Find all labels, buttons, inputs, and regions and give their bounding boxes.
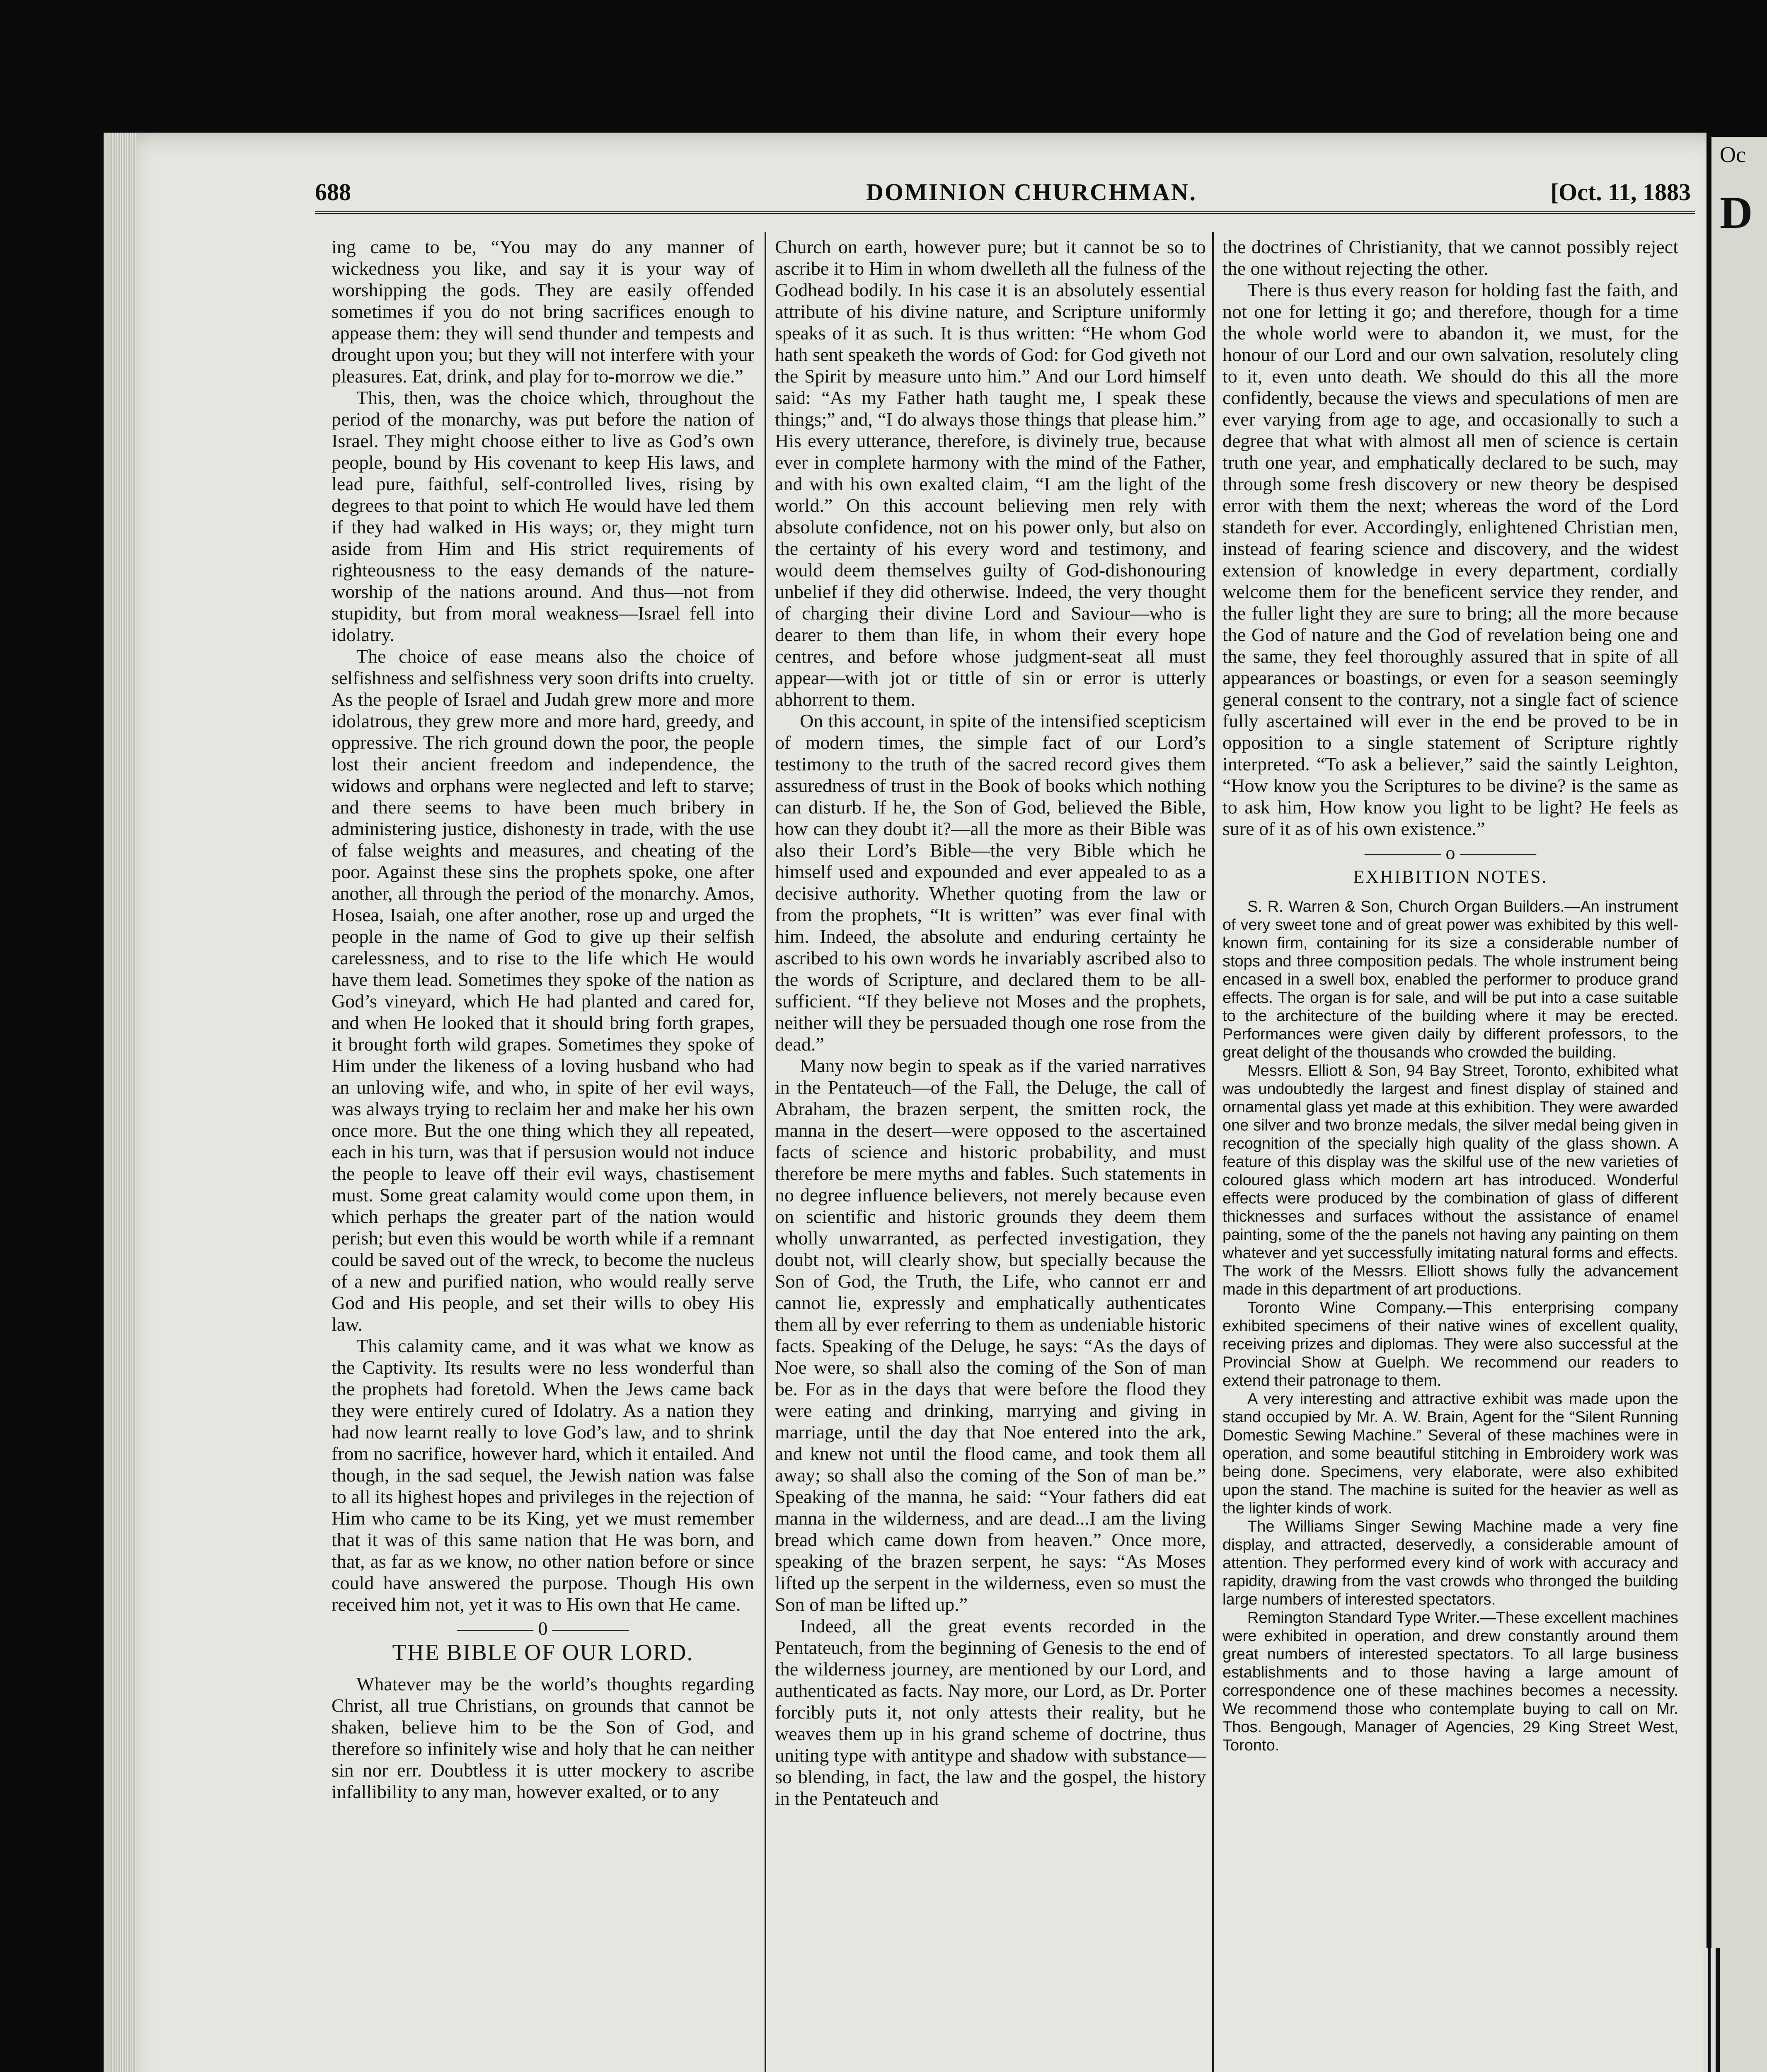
paragraph: Indeed, all the great events recorded in the Pentateuch, from the beginning of Genesis to the end of the wilderness journey, are mentioned by our Lord, and authenticated as facts. Nay more, our Lord, as Dr. Porter forcibly puts it, not only attests their reality, but he weaves them up in his grand scheme of doctrine, thus uniting type with antitype and shadow with substance—so blending, in fact, the law and the gospel, the history in the Pentateuch and bbox=[775, 1615, 1206, 1809]
publication-title: DOMINION CHURCHMAN. bbox=[866, 179, 1197, 206]
paragraph: Many now begin to speak as if the varied narratives in the Pentateuch—of the Fall, the Deluge, the call of Abraham, the brazen serpent, the smitten rock, the manna in the desert—were opposed to the ascertained facts of science and historic probability, and must therefore be mere myths and fables. Such statements in no degree influence believers, not merely because even on scientific and historic grounds they deem them wholly unwarranted, as perfected investigation, they doubt not, will clearly show, but specially because the Son of God, the Truth, the Life, who cannot err and cannot lie, expressly and emphatically authenticates them all by ever referring to them as undeniable historic facts. Speaking of the Deluge, he says: “As the days of Noe were, so shall also the coming of the Son of man be. For as in the days that were before the flood they were eating and drinking, marrying and giving in marriage, until the day that Noe entered into the ark, and knew not until the flood came, and took them all away; so shall also the coming of the Son of man be.” Speaking of the manna, he said: “Your fathers did eat manna in the wilderness, and are dead...I am the living bread which came down from heaven.” Once more, speaking of the brazen serpent, he says: “As Moses lifted up the serpent in the wilderness, even so must the Son of man be lifted up.” bbox=[775, 1055, 1206, 1615]
page-stack-edge bbox=[111, 133, 136, 2072]
section-heading: EXHIBITION NOTES. bbox=[1353, 867, 1548, 887]
column-2 bbox=[775, 236, 1206, 2072]
note-item: Toronto Wine Company.—This enterprising company exhibited specimens of their native wines of excellent quality, receiving prizes and diplomas. They were also successful at the Provincial Show at Guelph. We recommend our readers to extend their patronage to them. bbox=[1222, 1299, 1678, 1389]
column-rule bbox=[1212, 232, 1214, 2072]
page-header bbox=[315, 174, 1695, 214]
paragraph: The choice of ease means also the choice of selfishness and selfishness very soon drifts into cruelty. As the people of Israel and Judah grew more and more idolatrous, they grew more and more hard, greedy, and oppressive. The rich ground down the poor, the people lost their ancient freedom and independence, the widows and orphans were neglected and left to starve; and there seems to have been much bribery in administering justice, dishonesty in trade, with the use of false weights and measures, and cheating of the poor. Against these sins the prophets spoke, one after another, all through the period of the monarchy. Amos, Hosea, Isaiah, one after another, rose up and urged the people in the name of God to give up their selfish carelessness, and to rise to the life which He would have them lead. Sometimes they spoke of the nation as God’s vineyard, which He had planted and cared for, and when He looked that it should bring forth grapes, it brought forth wild grapes. Sometimes they spoke of Him under the likeness of a loving husband who had an unloving wife, and who, in spite of her evil ways, was always trying to reclaim her and make her his own once more. But the one thing which they all repeated, each in his turn, was that if persusion would not induce the people to leave off their evil ways, chastisement must. Some great calamity would come upon them, in which perhaps the greater part of the nation would perish; but even this would be worth while if a remnant could be saved out of the wreck, to become the nucleus of a new and purified nation, who would really serve God and His people, and set their wills to obey His law. bbox=[332, 646, 754, 1335]
note-item: Remington Standard Type Writer.—These excellent machines were exhibited in operation, and drew constantly around them great numbers of interested spectators. To all large business establishments and to those having a large amount of correspondence one of these machines becomes a necessity. We recommend those who contemplate buying to call on Mr. Thos. Bengough, Manager of Agencies, 29 King Street West, Toronto. bbox=[1222, 1609, 1678, 1754]
next-page-header-fragment: Oc bbox=[1720, 142, 1746, 167]
paragraph: Church on earth, however pure; but it cannot be so to ascribe it to Him in whom dwelleth all the fulness of the Godhead bodily. In his case it is an absolutely essential attribute of his divine nature, and Scripture uniformly speaks of it as such. It is thus written: “He whom God hath sent speaketh the words of God: for God giveth not the Spirit by measure unto him.” And our Lord himself said: “As my Father hath taught me, I speak these things;” and, “I do always those things that please him.” His every utterance, therefore, is divinely true, because ever in complete harmony with the mind of the Father, and with his own exalted claim, “I am the light of the world.” On this account believing men rely with absolute confidence, not on his power only, but also on the certainty of his every word and testimony, and would deem themselves guilty of God-dishonouring unbelief if they did otherwise. Indeed, the very thought of charging their divine Lord and Saviour—who is dearer to them than life, in whom their every hope centres, and before whose judgment-seat all must appear—with jot or tittle of sin or error is utterly abhorrent to them. bbox=[775, 236, 1206, 710]
paragraph: ing came to be, “You may do any manner of wickedness you like, and say it is your way of worshipping the gods. They are easily offended sometimes if you do not bring sacrifices enough to appease them: they will send thunder and tempests and drought upon you; but they will not interfere with your pleasures. Eat, drink, and play for to-morrow we die.” bbox=[332, 236, 754, 387]
column-3 bbox=[1222, 236, 1678, 2072]
note-item: The Williams Singer Sewing Machine made a very fine display, and attracted, deservedly, a considerable amount of attention. They performed every kind of work with accuracy and rapidity, drawing from the vast crowds who thronged the building large numbers of interested spectators. bbox=[1222, 1518, 1678, 1608]
next-page-initial: D bbox=[1720, 187, 1753, 238]
paragraph: Whatever may be the world’s thoughts regarding Christ, all true Christians, on grounds that cannot be shaken, believe him to be the Son of God, and therefore so infinitely wise and holy that he can neither sin nor err. Doubtless it is utter mockery to ascribe infallibility to any man, however exalted, or to any bbox=[332, 1673, 754, 1802]
column-1 bbox=[332, 236, 754, 2072]
note-item: A very interesting and attractive exhibit was made upon the stand occupied by Mr. A. W. Brain, Agent for the “Silent Running Domestic Sewing Machine.” Several of these machines were in operation, and some beautiful stitching in Embroidery work was being done. Specimens, very elaborate, were also exhibited upon the stand. The machine is suited for the heavier as well as the lighter kinds of work. bbox=[1222, 1390, 1678, 1517]
paragraph: This calamity came, and it was what we know as the Captivity. Its results were no less wonderful than the prophets had foretold. When the Jews came back they were entirely cured of Idolatry. As a nation they had now learnt really to love God’s law, and to shrink from no sacrifice, however hard, which it entailed. And though, in the sad sequel, the Jewish nation was false to all its highest hopes and privileges in the rejection of Him who came to be its King, yet we must remember that it was of this same nation that He was born, and that, as far as we know, no other nation before or since could have answered the purpose. Though His own received him not, yet it was to His own that He came. bbox=[332, 1335, 754, 1615]
next-page-fragment bbox=[1711, 137, 1767, 2072]
paragraph: There is thus every reason for holding fast the faith, and not one for letting it go; and therefore, though for a time the whole world were to abandon it, we must, for the honour of our Lord and our own salvation, resolutely cling to it, even unto death. We should do this all the more confidently, because the views and speculations of men are ever varying from age to age, and occasionally to such a degree that what with almost all men of science is certain truth one year, and emphatically declared to be such, may through some fresh discovery or new theory be despised error with them the next; whereas the word of the Lord standeth for ever. Accordingly, enlightened Christian men, instead of fearing science and discovery, and the widest extension of knowledge in every department, cordially welcome them for the beneficent service they render, and the fuller light they are sure to bring; all the more because the God of nature and the God of revelation being one and the same, they feel thoroughly assured that in spite of all appearances or boastings, or even for a season seemingly general consent to the contrary, not a single fact of science fully ascertained will ever in the end be proved to be in opposition to a single statement of Scripture rightly interpreted. “To ask a believer,” said the saintly Leighton, “How know you the Scriptures to be divine? is the same as to ask him, How know you light to be light? He feels as sure of it as of his own existence.” bbox=[1222, 279, 1678, 839]
exhibition-notes bbox=[1222, 898, 1678, 1755]
column-rule bbox=[765, 232, 766, 2072]
issue-date: [Oct. 11, 1883 bbox=[1550, 179, 1691, 206]
section-separator: ———— o ———— bbox=[1365, 842, 1536, 863]
binding-edge bbox=[1703, 1948, 1720, 2072]
note-item: Messrs. Elliott & Son, 94 Bay Street, Toronto, exhibited what was undoubtedly the largest and finest display of stained and ornamental glass yet made at this exhibition. They were awarded one silver and two bronze medals, the silver medal being given in recognition of the specially high quality of the glass shown. A feature of this display was the skilful use of the new varieties of coloured glass which modern art has introduced. Wonderful effects were produced by the combination of glass of different thicknesses and surfaces without the assistance of enamel painting, some of the the panels not having any painting on them whatever and yet successfully imitating natural forms and effects. The work of the Messrs. Elliott shows fully the advancement made in this department of art productions. bbox=[1222, 1062, 1678, 1298]
section-separator: ———— 0 ———— bbox=[457, 1618, 629, 1639]
page-number: 688 bbox=[315, 179, 351, 206]
note-item: S. R. Warren & Son, Church Organ Builders.—An instrument of very sweet tone and of great power was exhibited by this well-known firm, containing for its size a considerable number of stops and three composition pedals. The whole instrument being encased in a swell box, enabled the performer to produce grand effects. The organ is for sale, and will be put into a case suitable to the architecture of the building where it may be erected. Performances were given daily by different professors, to the great delight of the thousands who crowded the building. bbox=[1222, 898, 1678, 1061]
paragraph: the doctrines of Christianity, that we cannot possibly reject the one without rejecting the other. bbox=[1222, 236, 1678, 279]
article-title: THE BIBLE OF OUR LORD. bbox=[392, 1640, 694, 1665]
paragraph: On this account, in spite of the intensified scepticism of modern times, the simple fact of our Lord’s testimony to the truth of the sacred record gives them assuredness of trust in the Book of books which nothing can disturb. If he, the Son of God, believed the Bible, how can they doubt it?—all the more as their Bible was also their Lord’s Bible—the very Bible which he himself used and expounded and ever appealed to as a decisive authority. Whether quoting from the law or from the prophets, “It is written” was ever final with him. Indeed, the absolute and enduring certainty he ascribed to his own words he invariably ascribed also to the words of Scripture, and declared them to be all-sufficient. “If they believe not Moses and the prophets, neither will they be persuaded though one rose from the dead.” bbox=[775, 710, 1206, 1055]
paragraph: This, then, was the choice which, throughout the period of the monarchy, was put before the nation of Israel. They might choose either to live as God’s own people, bound by His covenant to keep His laws, and lead pure, faithful, self-controlled lives, rising by degrees to that point to which He would have led them if they had walked in His ways; or, they might turn aside from Him and His strict requirements of righteousness to the easy demands of the nature-worship of the nations around. And thus—not from stupidity, but from moral weakness—Israel fell into idolatry. bbox=[332, 387, 754, 645]
